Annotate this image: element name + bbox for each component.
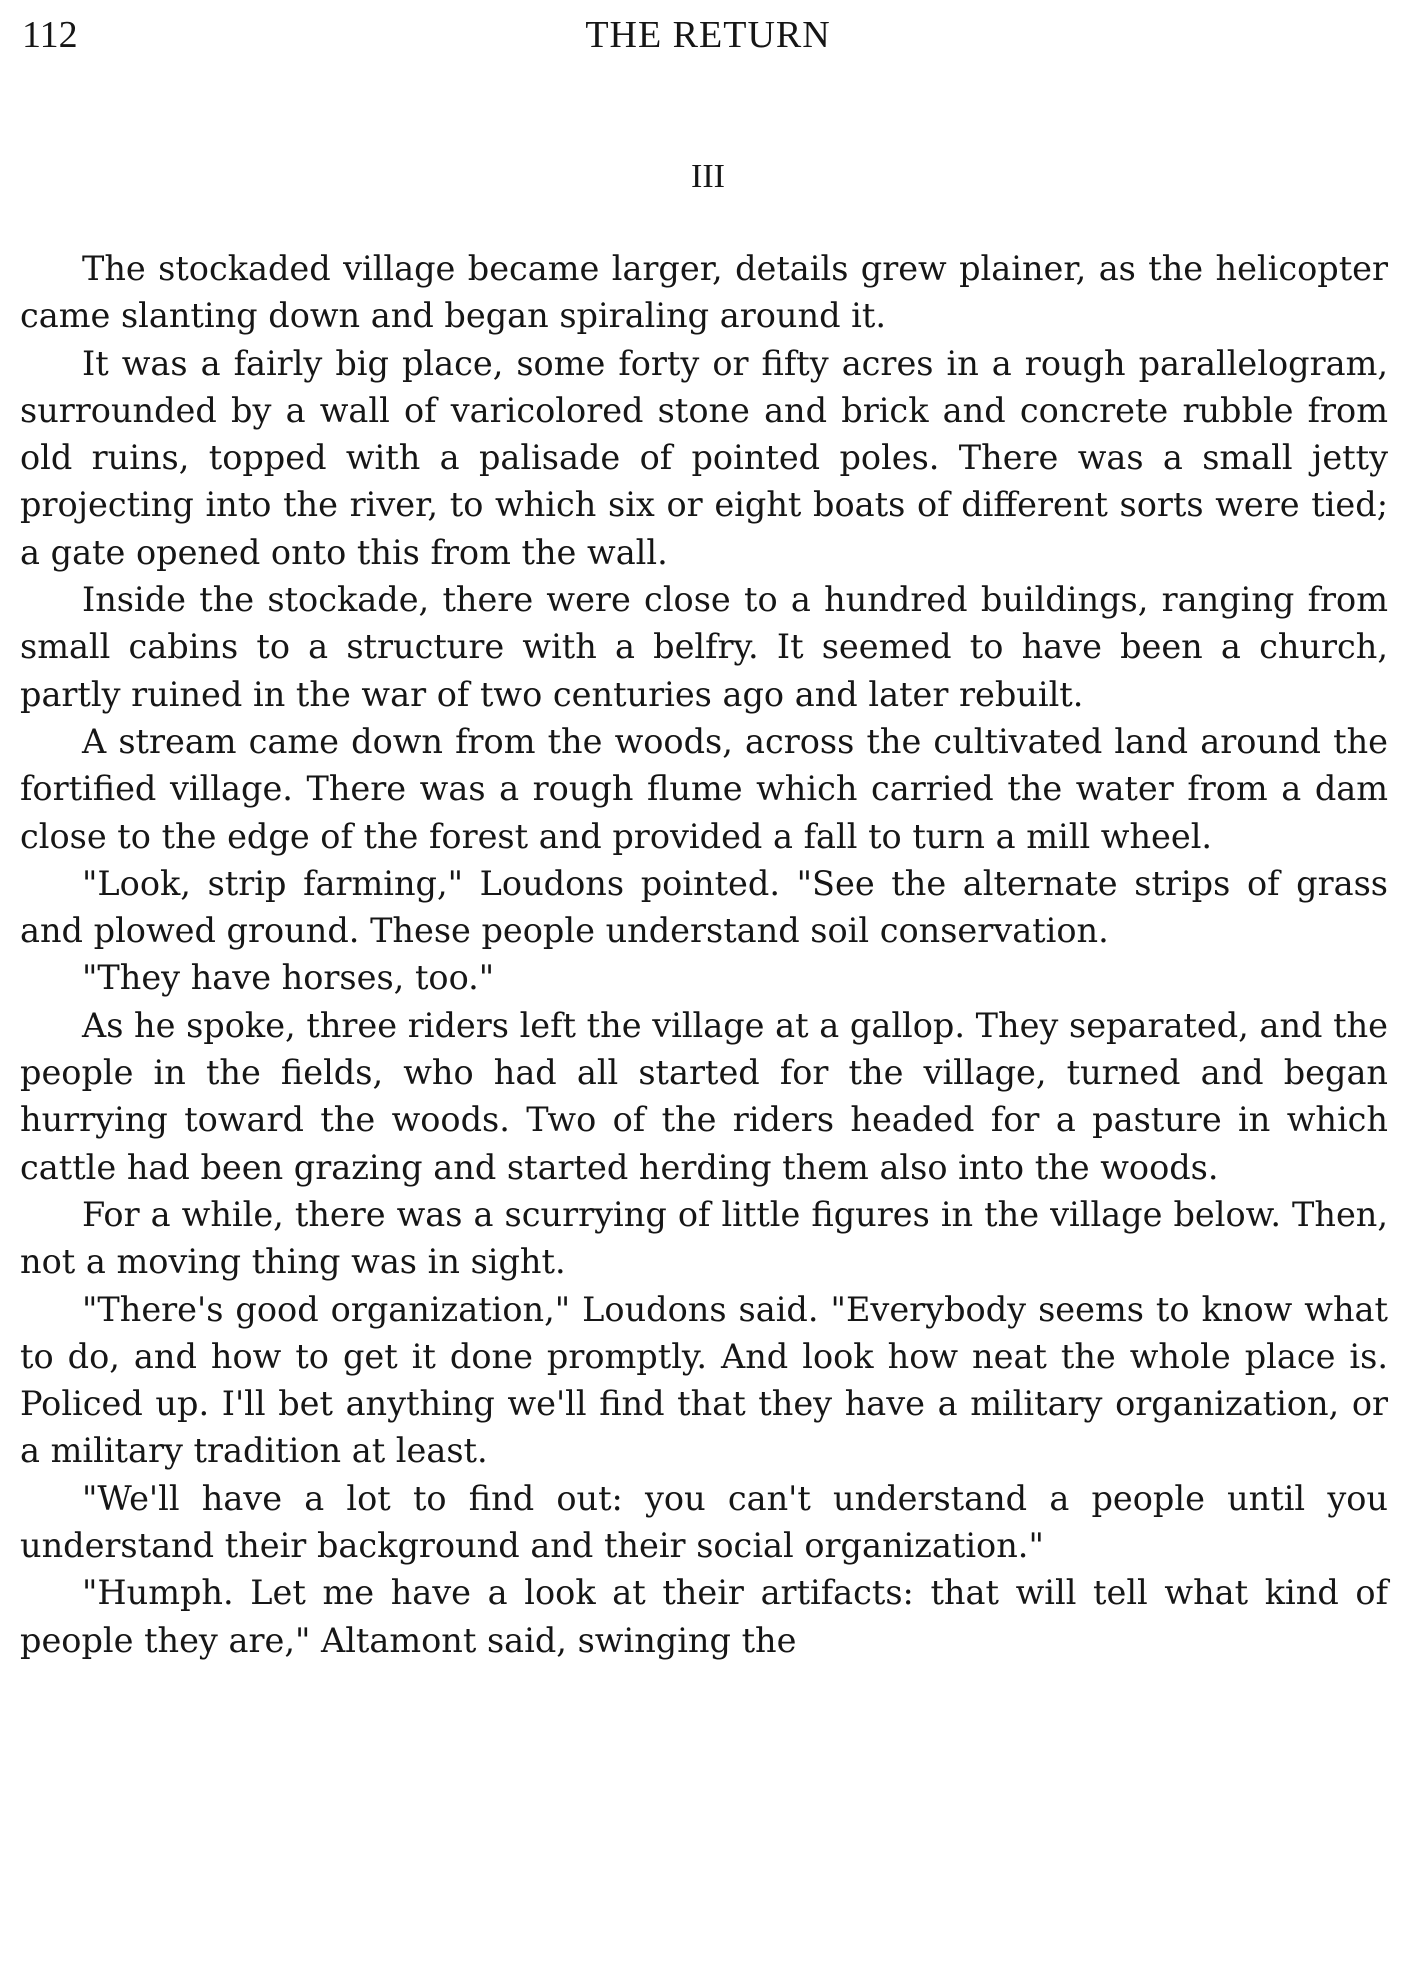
paragraph: For a while, there was a scurrying of little figures in the village below. Then, not a moving thing was in sight.	[20, 1194, 1388, 1282]
paragraph: As he spoke, three riders left the village at a gallop. They separated, and the people in the fields, who had all started for the village, turned and began hurrying toward the woods. Two of the riders headed for a pasture in which cattle had been grazing and started herding them also into the woods.	[20, 1005, 1388, 1187]
body-text	[20, 245, 1388, 1664]
paragraph: "There's good organization," Loudons said. "Everybody seems to know what to do, and how to get it done promptly. And look how neat the whole place is. Policed up. I'll bet anything we'll find that they have a military organization, or a military tradition at least.	[20, 1289, 1388, 1471]
page-number: 112	[22, 14, 78, 56]
book-title: THE RETURN	[585, 14, 831, 56]
paragraph: It was a fairly big place, some forty or fifty acres in a rough parallelogram, surrounded by a wall of varicolored stone and brick and concrete rubble from old ruins, topped with a palisade of pointed poles. There was a small jetty projecting into the river, to which six or eight boats of different sorts were tied; a gate opened onto this from the wall.	[20, 343, 1388, 572]
paragraph: "Humph. Let me have a look at their artifacts: that will tell what kind of people they are," Altamont said, swinging the	[20, 1573, 1388, 1660]
paragraph: The stockaded village became larger, details grew plainer, as the helicopter came slanting down and began spiraling around it.	[20, 249, 1388, 336]
chapter-number: III	[691, 158, 725, 195]
paragraph: "Look, strip farming," Loudons pointed. "See the alternate strips of grass and plowed ground. These people understand soil conservation.	[20, 863, 1388, 951]
paragraph: Inside the stockade, there were close to a hundred buildings, ranging from small cabins to a structure with a belfry. It seemed to have been a church, partly ruined in the war of two centuries ago and later rebuilt.	[20, 580, 1388, 714]
paragraph: "We'll have a lot to find out: you can't understand a people until you understand their background and their social organization."	[20, 1478, 1388, 1566]
paragraph: A stream came down from the woods, across the cultivated land around the fortified village. There was a rough flume which carried the water from a dam close to the edge of the forest and provided a fall to turn a mill wheel.	[20, 721, 1388, 856]
running-head	[22, 10, 1394, 60]
paragraph: "They have horses, too."	[82, 958, 495, 998]
